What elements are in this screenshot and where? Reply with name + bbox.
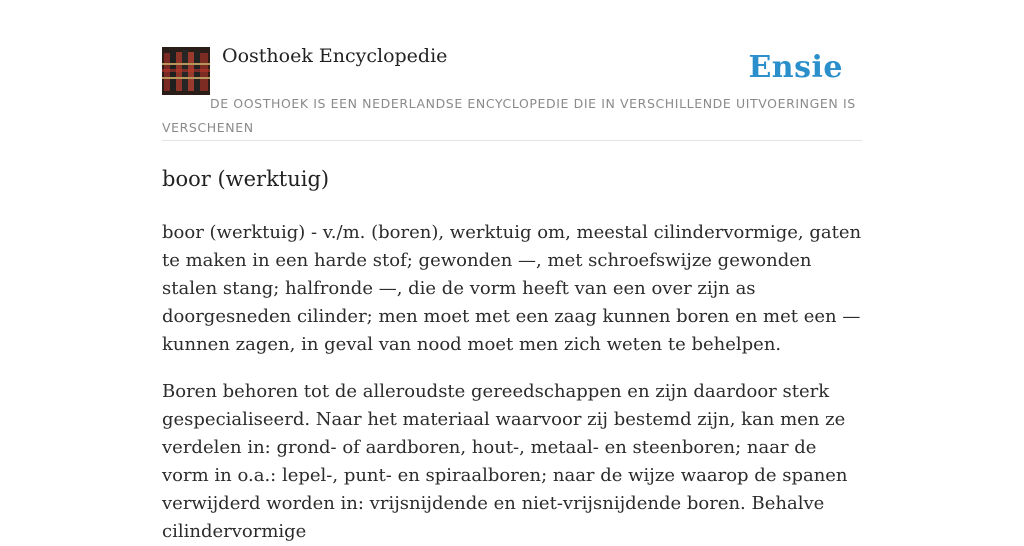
ensie-logo-link[interactable]: Ensie <box>748 50 843 85</box>
article-paragraph: Boren behoren tot de alleroudste gereedschappen en zijn daardoor sterk gespecialiseerd. Naar het materiaal waarvoor zij bestemd zijn, kan men ze verdelen in: grond- of aardboren, hout-, metaal- en steenboren; naar de vorm in o.a.: lepel-, punt- en spiraalboren; naar de wijze waarop de spanen verwijderd worden in: vrijsnijdende en niet-vrijsnijdende boren. Behalve cilindervormige <box>162 381 848 542</box>
article-paragraph: boor (werktuig) - v./m. (boren), werktuig om, meestal cilindervormige, gaten te maken in een harde stof; gewonden —, met schroefswijze gewonden stalen stang; halfronde —, die de vorm heeft van een over zijn as doorgesneden cilinder; men moet met een zaag kunnen boren en met een — kunnen zagen, in geval van nood moet men zich weten te behelpen. <box>162 222 862 355</box>
content-container <box>162 0 862 546</box>
site-title-link[interactable]: Oosthoek Encyclopedie <box>222 45 448 67</box>
article-title: boor (werktuig) <box>162 167 330 191</box>
site-tagline: DE OOSTHOEK IS EEN NEDERLANDSE ENCYCLOPEDIE DIE IN VERSCHILLENDE UITVOERINGEN IS VERSCHENEN <box>162 96 856 135</box>
encyclopedia-books-icon[interactable] <box>162 47 210 95</box>
site-header <box>162 0 862 141</box>
